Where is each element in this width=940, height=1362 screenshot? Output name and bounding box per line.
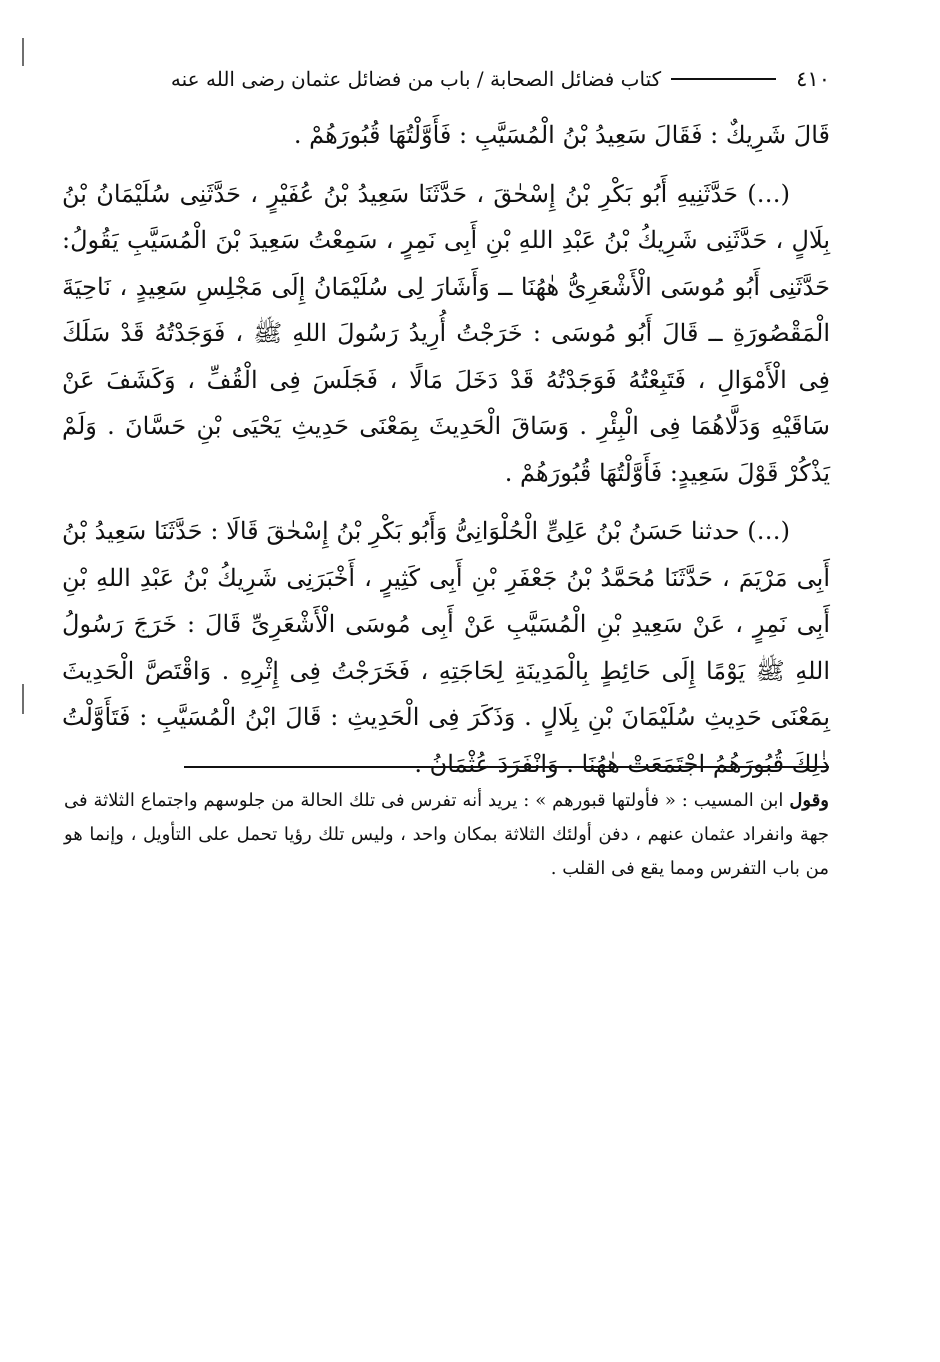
footnote-text: ابن المسيب : « فأولتها قبورهم » : يريد أنه تفرس فى تلك الحالة من جلوسهم واجتماع الثلاثة فى جهة وانفراد عثمان عنهم ، دفن أولئك الثلاثة بمكان واحد ، وليس تلك رؤيا تحمل على التأويل ، وإنما هو من باب التفرس ومما يقع فى القلب .	[64, 790, 829, 879]
page-edge-mark-top	[22, 38, 24, 66]
footnote-paragraph	[64, 784, 829, 886]
header-rule	[671, 78, 776, 80]
footnote-separator	[184, 766, 829, 768]
hadith-paragraph-1: (…) حَدَّثَنِيهِ أَبُو بَكْرِ بْنُ إِسْحٰقَ ، حَدَّثَنَا سَعِيدُ بْنُ عُفَيْرٍ ، حَدَّثَنِى سُلَيْمَانُ بْنُ بِلَالٍ ، حَدَّثَنِى شَرِيكُ بْنُ عَبْدِ اللهِ بْنِ أَبِى نَمِرٍ ، سَمِعْتُ سَعِيدَ بْنَ الْمُسَيَّبِ يَقُولُ: حَدَّثَنِى أَبُو مُوسَى الْأَشْعَرِىُّ هٰهُنَا ــ وَأَشَارَ لِى سُلَيْمَانُ إِلَى مَجْلِسِ سَعِيدٍ ، نَاحِيَةَ الْمَقْصُورَةِ ــ قَالَ أَبُو مُوسَى : خَرَجْتُ أُرِيدُ رَسُولَ اللهِ ﷺ ، فَوَجَدْتُهُ قَدْ سَلَكَ فِى الْأَمْوَالِ ، فَتَبِعْتُهُ فَوَجَدْتُهُ قَدْ دَخَلَ مَالًا ، فَجَلَسَ فِى الْقُفِّ ، وَكَشَفَ عَنْ سَاقَيْهِ وَدَلَّاهُمَا فِى الْبِئْرِ . وَسَاقَ الْحَدِيثَ بِمَعْنَى حَدِيثِ يَحْيَى بْنِ حَسَّانَ . وَلَمْ يَذْكُرْ قَوْلَ سَعِيدٍ: فَأَوَّلْتُهَا قُبُورَهُمْ .	[62, 179, 830, 487]
footnote-lead-word: وقول	[789, 790, 829, 811]
page-edge-mark-middle	[22, 684, 24, 714]
opening-line: قَالَ شَرِيكٌ : فَقَالَ سَعِيدُ بْنُ الْمُسَيَّبِ : فَأَوَّلْتُهَا قُبُورَهُمْ .	[293, 121, 830, 149]
page-number: ٤١٠	[796, 67, 830, 91]
header-title: كتاب فضائل الصحابة / باب من فضائل عثمان رضى الله عنه	[170, 67, 662, 91]
running-header	[62, 62, 830, 96]
main-text	[62, 112, 830, 799]
footnote	[64, 784, 829, 886]
hadith-paragraph-2: (…) حدثنا حَسَنُ بْنُ عَلِىٍّ الْحُلْوَانِىُّ وَأَبُو بَكْرِ بْنُ إِسْحٰقَ قَالَا : حَدَّثَنَا سَعِيدُ بْنُ أَبِى مَرْيَمَ ، حَدَّثَنَا مُحَمَّدُ بْنُ جَعْفَرِ بْنِ أَبِى كَثِيرٍ ، أَخْبَرَنِى شَرِيكُ بْنُ عَبْدِ اللهِ بْنِ أَبِى نَمِرٍ ، عَنْ سَعِيدِ بْنِ الْمُسَيَّبِ عَنْ أَبِى مُوسَى الْأَشْعَرِىِّ قَالَ : خَرَجَ رَسُولُ اللهِ ﷺ يَوْمًا إِلَى حَائِطٍ بِالْمَدِينَةِ لِحَاجَتِهِ ، فَخَرَجْتُ فِى إِثْرِهِ . وَاقْتَصَّ الْحَدِيثَ بِمَعْنَى حَدِيثِ سُلَيْمَانَ بْنِ بِلَالٍ . وَذَكَرَ فِى الْحَدِيثِ : قَالَ ابْنُ الْمُسَيَّبِ : فَتَأَوَّلْتُ ذٰلِكَ قُبُورَهُمُ اجْتَمَعَتْ هٰهُنَا . وَانْفَرَدَ عُثْمَانُ .	[62, 517, 830, 778]
